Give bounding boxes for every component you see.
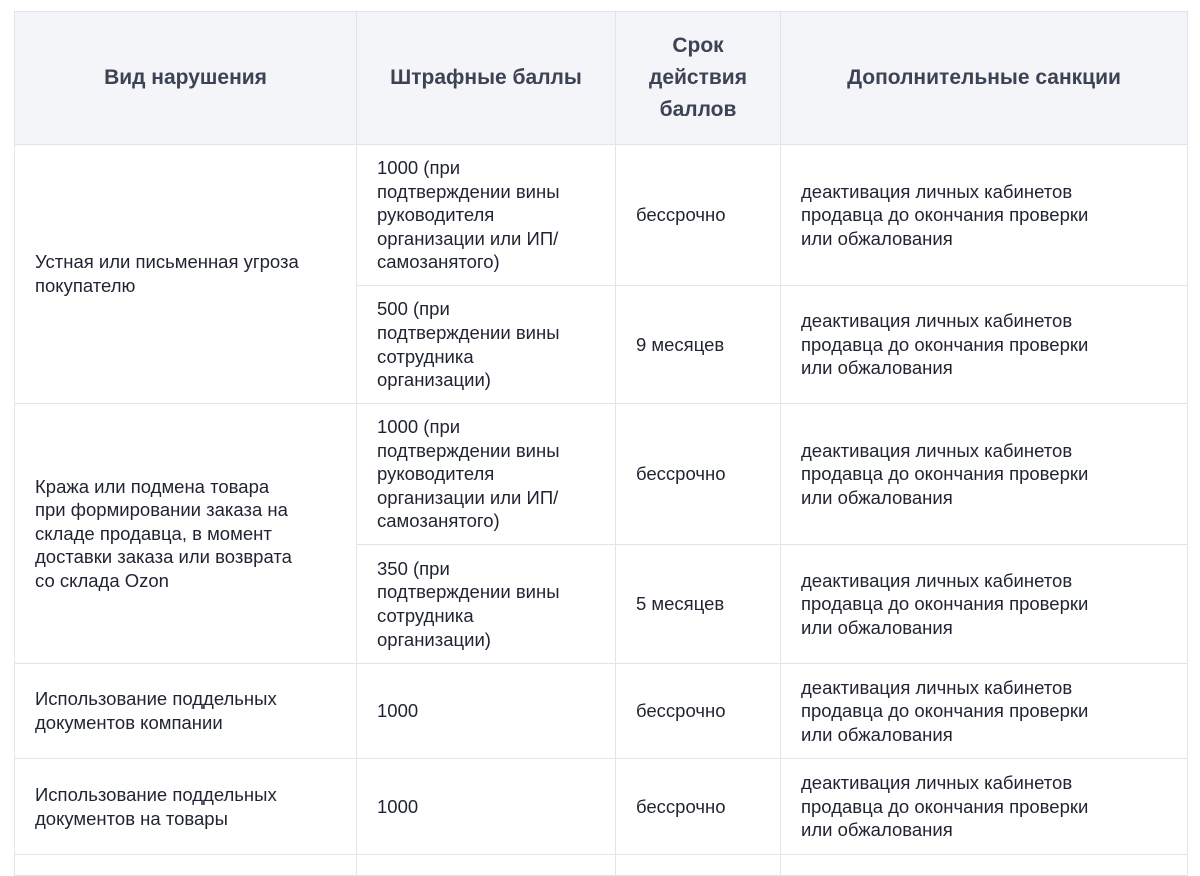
empty-cell — [15, 855, 357, 876]
table-row — [15, 759, 1188, 855]
table-row — [15, 664, 1188, 759]
points-cell: 500 (при подтверждении вины сотрудника организации) — [357, 286, 616, 404]
validity-cell: 5 месяцев — [616, 545, 781, 664]
table-body — [15, 145, 1188, 876]
points-cell: 1000 — [357, 664, 616, 759]
violation-cell: Использование поддельных документов компании — [15, 664, 357, 759]
violation-cell: Кража или подмена товара при формировании заказа на складе продавца, в момент доставки заказа или возврата со склада Ozon — [15, 404, 357, 664]
empty-cell — [357, 855, 616, 876]
header-row — [15, 12, 1188, 145]
empty-cell — [781, 855, 1188, 876]
sanctions-cell: деактивация личных кабинетов продавца до окончания проверки или обжалования — [781, 759, 1188, 855]
points-cell: 350 (при подтверждении вины сотрудника организации) — [357, 545, 616, 664]
header-validity: Срок действия баллов — [616, 12, 781, 145]
points-cell: 1000 (при подтверждении вины руководителя организации или ИП/ самозанятого) — [357, 145, 616, 286]
validity-cell: 9 месяцев — [616, 286, 781, 404]
table-row — [15, 404, 1188, 545]
sanctions-cell: деактивация личных кабинетов продавца до окончания проверки или обжалования — [781, 404, 1188, 545]
penalties-table — [14, 11, 1188, 876]
header-points: Штрафные баллы — [357, 12, 616, 145]
table-row — [15, 145, 1188, 286]
validity-cell: бессрочно — [616, 145, 781, 286]
table-row-partial — [15, 855, 1188, 876]
validity-cell: бессрочно — [616, 664, 781, 759]
validity-cell: бессрочно — [616, 759, 781, 855]
header-violation: Вид нарушения — [15, 12, 357, 145]
table-header — [15, 12, 1188, 145]
points-cell: 1000 — [357, 759, 616, 855]
points-cell: 1000 (при подтверждении вины руководителя организации или ИП/ самозанятого) — [357, 404, 616, 545]
violation-cell: Использование поддельных документов на товары — [15, 759, 357, 855]
sanctions-cell: деактивация личных кабинетов продавца до окончания проверки или обжалования — [781, 545, 1188, 664]
empty-cell — [616, 855, 781, 876]
violation-cell: Устная или письменная угроза покупателю — [15, 145, 357, 404]
sanctions-cell: деактивация личных кабинетов продавца до окончания проверки или обжалования — [781, 145, 1188, 286]
sanctions-cell: деактивация личных кабинетов продавца до окончания проверки или обжалования — [781, 664, 1188, 759]
validity-cell: бессрочно — [616, 404, 781, 545]
sanctions-cell: деактивация личных кабинетов продавца до окончания проверки или обжалования — [781, 286, 1188, 404]
header-sanctions: Дополнительные санкции — [781, 12, 1188, 145]
